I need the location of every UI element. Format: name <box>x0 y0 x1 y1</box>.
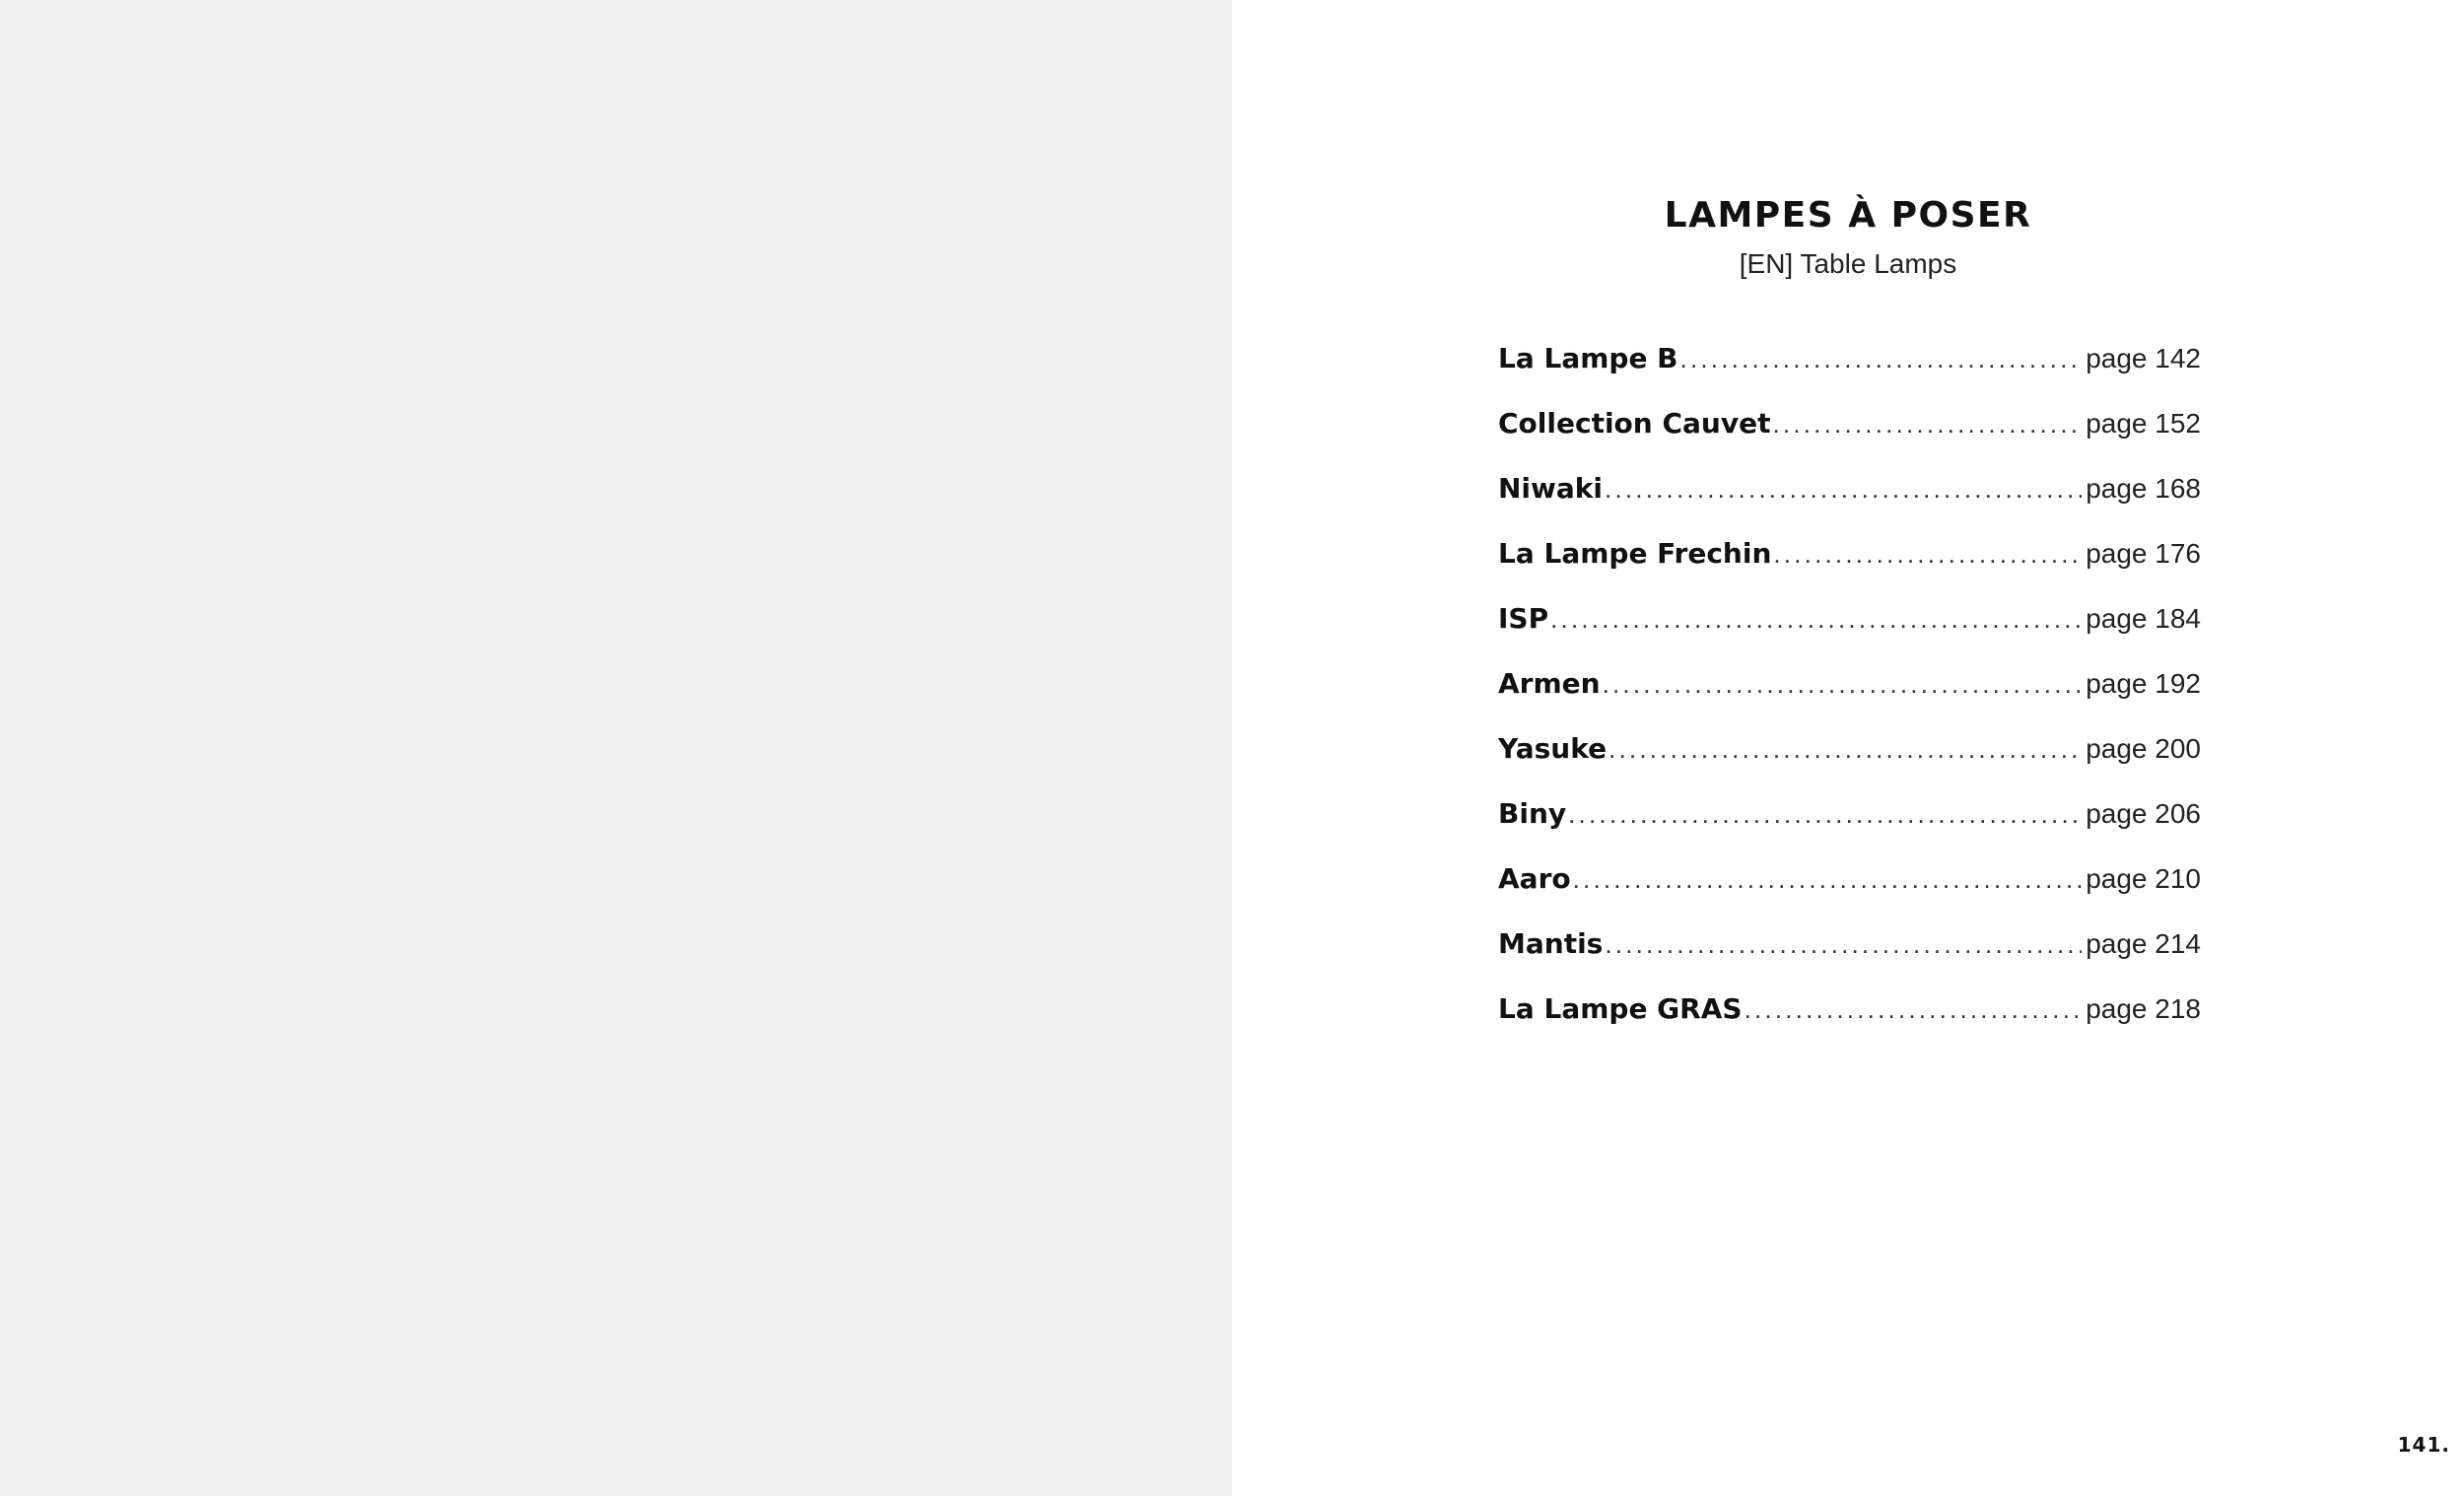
toc-entry-name: ISP <box>1498 602 1549 635</box>
toc-entry-name: Biny <box>1498 797 1567 830</box>
dot-leader <box>1603 662 2083 706</box>
toc-entry[interactable] <box>1498 922 2201 987</box>
toc-entry-name: Armen <box>1498 667 1601 700</box>
section-subtitle: [EN] Table Lamps <box>1739 248 1957 279</box>
dot-leader <box>1745 987 2083 1031</box>
dot-leader <box>1680 337 2083 380</box>
toc-entry-page: page 152 <box>2086 408 2201 439</box>
toc-entry-page: page 210 <box>2086 863 2201 894</box>
toc-entry-name: Yasuke <box>1498 732 1608 765</box>
toc-entry[interactable] <box>1498 727 2201 792</box>
dot-leader <box>1773 532 2082 576</box>
toc-entry-name: Niwaki <box>1498 472 1604 505</box>
dot-leader <box>1550 597 2082 641</box>
toc-entry-name: Aaro <box>1498 862 1571 895</box>
toc-entry-name: La Lampe GRAS <box>1498 992 1743 1025</box>
toc-entry-name: Mantis <box>1498 927 1604 960</box>
dot-leader <box>1608 727 2082 771</box>
toc-entry-page: page 206 <box>2086 798 2201 829</box>
table-of-contents <box>1498 337 2201 1053</box>
section-title: LAMPES À POSER <box>1664 195 2032 236</box>
toc-entry[interactable] <box>1498 987 2201 1053</box>
toc-entry[interactable] <box>1498 467 2201 532</box>
dot-leader <box>1568 792 2082 836</box>
toc-entry-page: page 214 <box>2086 928 2201 959</box>
dot-leader <box>1605 922 2082 966</box>
page-number: 141. <box>2397 1433 2450 1457</box>
toc-entry[interactable] <box>1498 402 2201 467</box>
dot-leader <box>1772 402 2082 445</box>
toc-entry[interactable] <box>1498 662 2201 727</box>
toc-entry[interactable] <box>1498 792 2201 857</box>
toc-entry-name: La Lampe B <box>1498 342 1678 374</box>
toc-entry-page: page 200 <box>2086 733 2201 764</box>
toc-entry-page: page 218 <box>2086 993 2201 1024</box>
toc-entry[interactable] <box>1498 857 2201 922</box>
toc-entry-name: Collection Cauvet <box>1498 407 1771 440</box>
dot-leader <box>1573 857 2083 901</box>
toc-entry-page: page 142 <box>2086 343 2201 374</box>
toc-entry-page: page 168 <box>2086 473 2201 504</box>
toc-entry[interactable] <box>1498 597 2201 662</box>
toc-entry-name: La Lampe Frechin <box>1498 537 1772 570</box>
dot-leader <box>1605 467 2082 510</box>
toc-entry[interactable] <box>1498 532 2201 597</box>
toc-entry[interactable] <box>1498 337 2201 402</box>
right-page <box>1232 0 2464 1496</box>
toc-entry-page: page 192 <box>2086 668 2201 699</box>
toc-entry-page: page 184 <box>2086 603 2201 634</box>
toc-entry-page: page 176 <box>2086 538 2201 569</box>
